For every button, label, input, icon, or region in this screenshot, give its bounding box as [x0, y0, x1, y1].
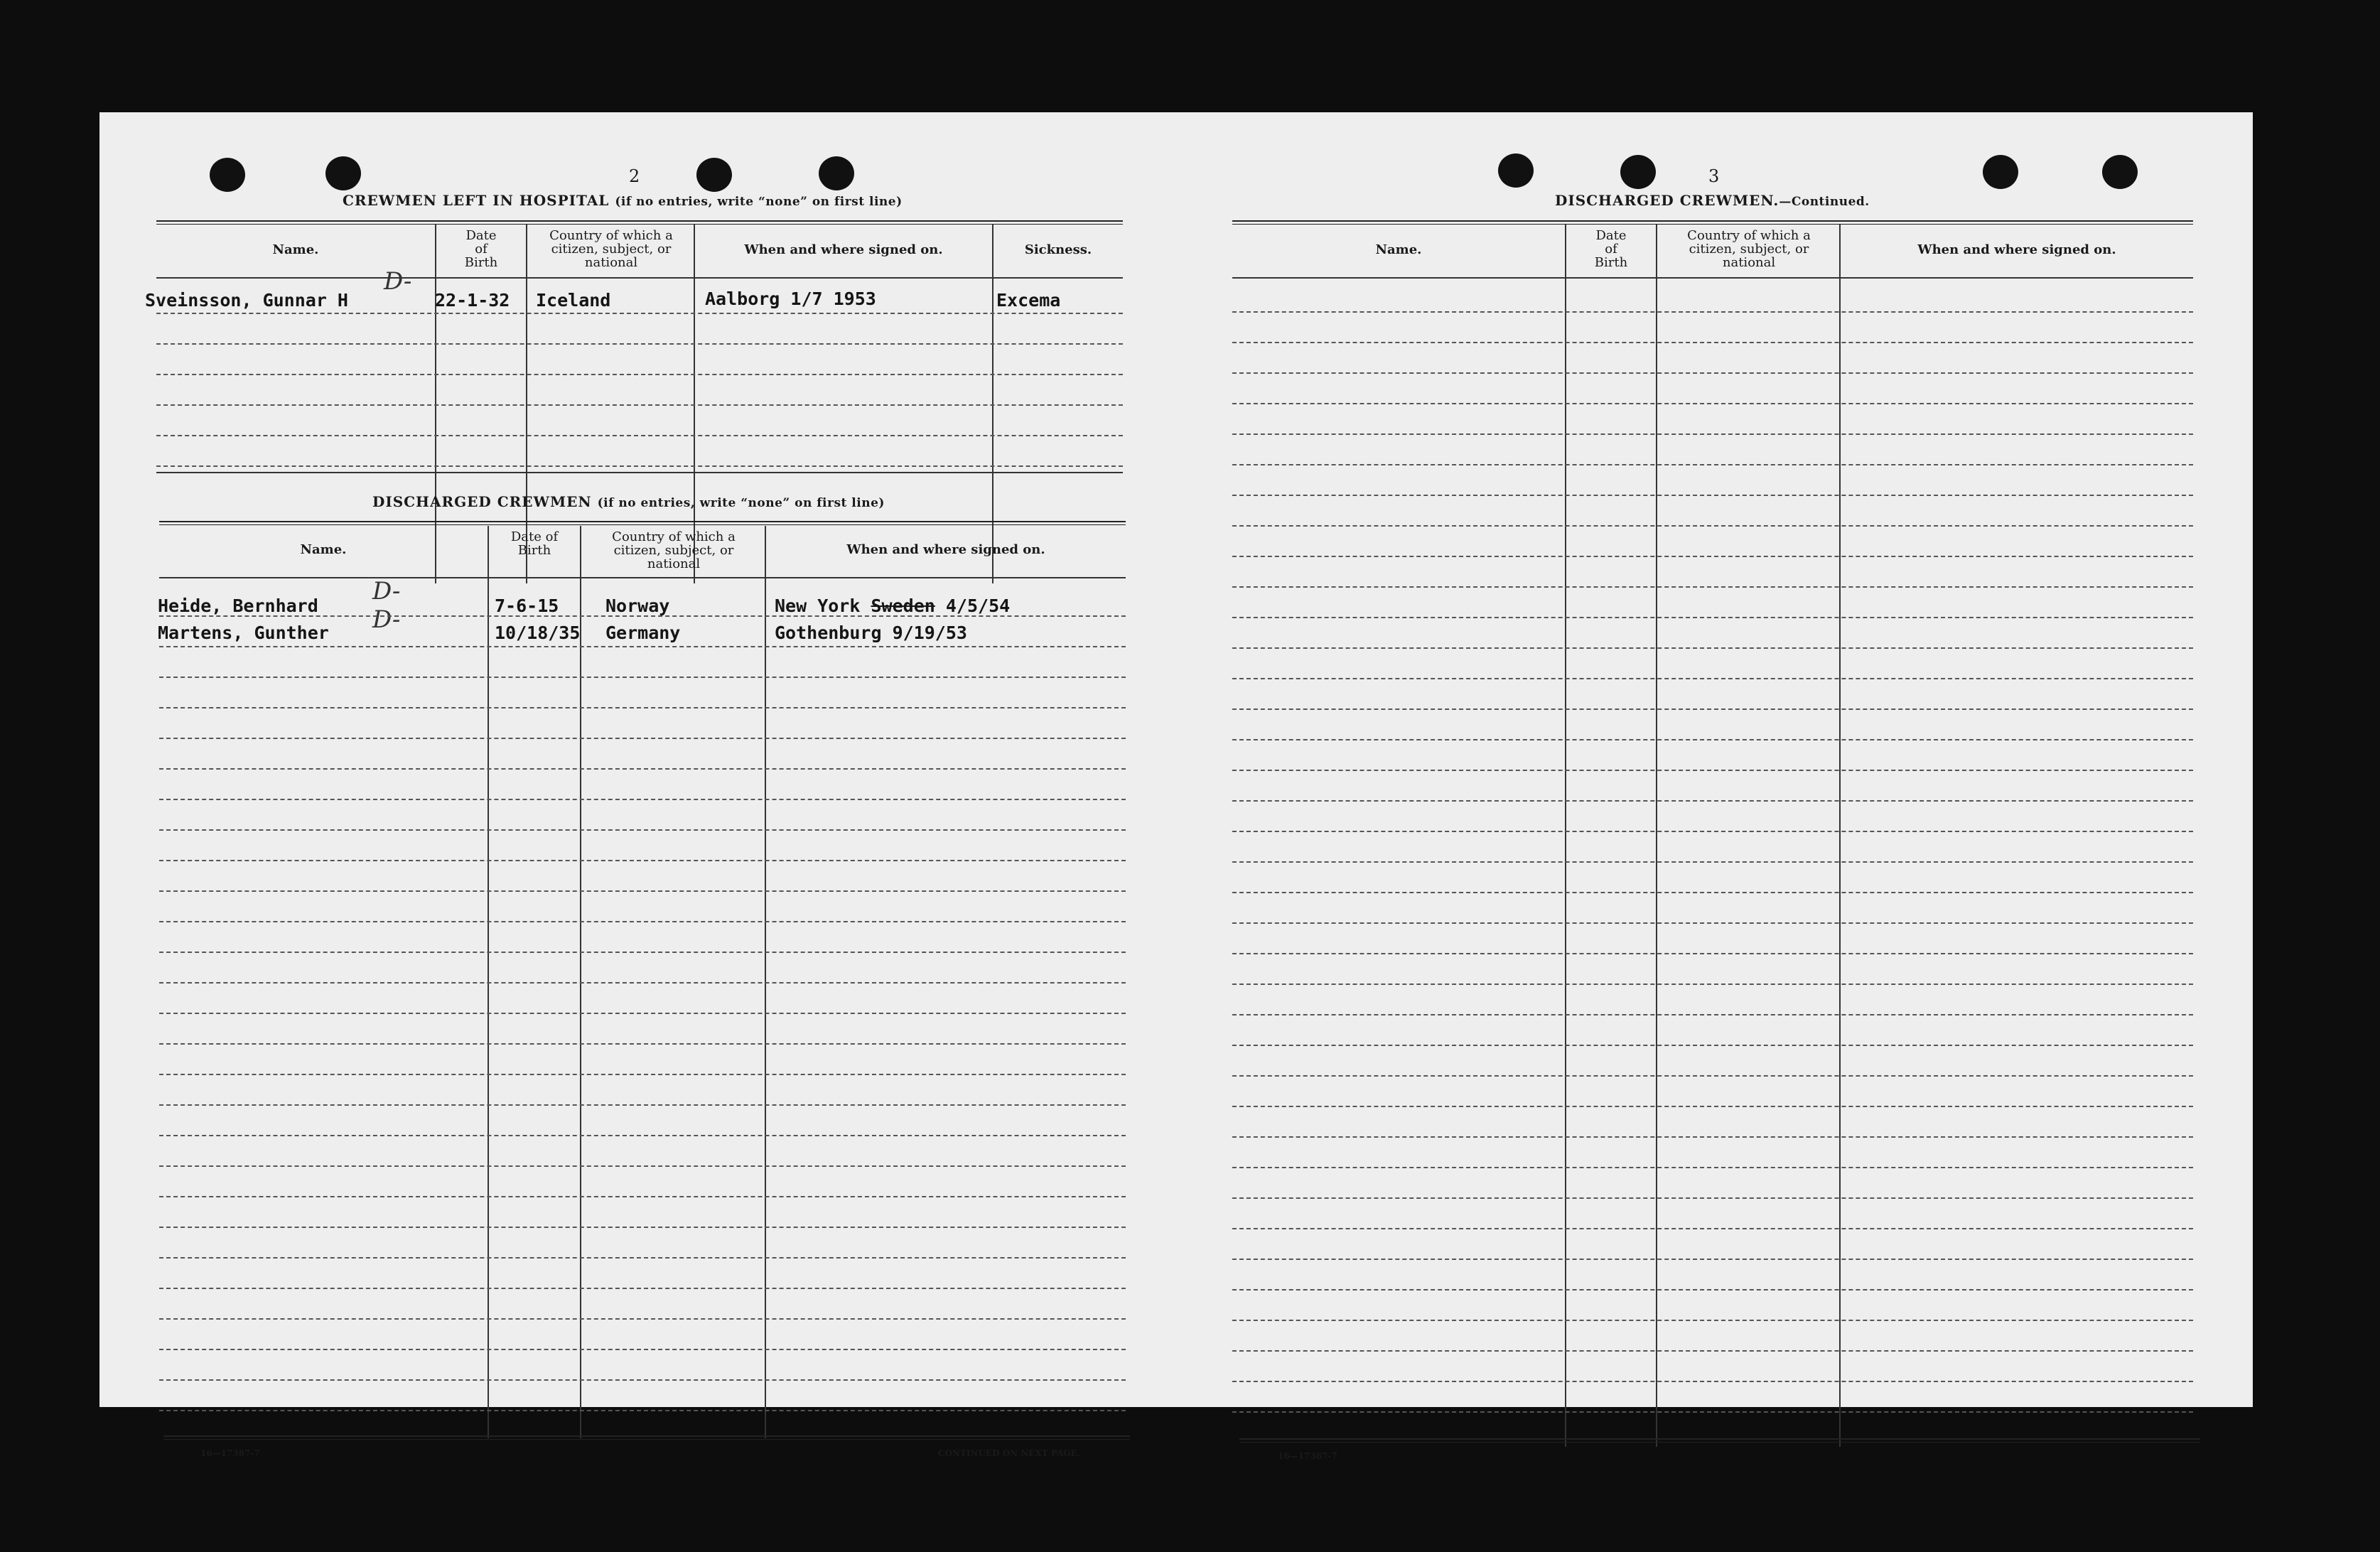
- row-line: [1232, 1014, 2193, 1015]
- entry-country: Norway: [605, 596, 670, 616]
- col-header-name: Name.: [272, 242, 319, 257]
- table-rule: [156, 220, 1123, 225]
- col-header-dob: Date of Birth: [510, 529, 559, 558]
- row-line: [159, 1257, 1126, 1259]
- hospital-title: [343, 192, 903, 209]
- row-line: [1232, 372, 2193, 374]
- row-line: [159, 1165, 1126, 1167]
- title-note: —Continued.: [1779, 195, 1870, 209]
- punch-hole: [2102, 155, 2138, 189]
- row-line: [159, 1349, 1126, 1350]
- left-page: [99, 112, 1180, 1458]
- row-line: [1232, 1289, 2193, 1290]
- col-header-name: Name.: [300, 542, 347, 557]
- row-line: [1232, 525, 2193, 527]
- row-line: [1232, 1167, 2193, 1168]
- row-line: [159, 768, 1126, 770]
- row-line: [156, 404, 1123, 406]
- row-line: [159, 646, 1126, 647]
- row-line: [159, 738, 1126, 739]
- handwritten-mark: D-: [372, 605, 401, 634]
- row-line: [159, 952, 1126, 953]
- col-header-dob: Date of Birth: [1594, 228, 1628, 270]
- col-header-country: Country of which a citizen, subject, or national: [549, 228, 673, 270]
- row-line: [156, 465, 1123, 467]
- header-rule: [159, 577, 1126, 578]
- row-line: [156, 313, 1123, 314]
- row-line: [159, 1135, 1126, 1136]
- row-line: [159, 860, 1126, 861]
- row-line: [159, 921, 1126, 922]
- discharged-title-main: DISCHARGED CREWMEN: [372, 493, 592, 510]
- entry-signed: [775, 623, 967, 643]
- signed-struck: Sweden: [871, 596, 935, 616]
- form-number: 16—17387-7: [1278, 1451, 1337, 1461]
- right-page: [1178, 112, 2253, 1461]
- row-line: [1232, 678, 2193, 679]
- row-line: [1232, 892, 2193, 893]
- row-line: [1232, 1136, 2193, 1138]
- entry-dob: 7-6-15: [495, 596, 559, 616]
- signed-place: New York: [775, 596, 861, 616]
- row-line: [1232, 1350, 2193, 1352]
- row-line: [1232, 342, 2193, 343]
- column-divider: [1839, 225, 1841, 1447]
- punch-hole: [1498, 153, 1534, 188]
- row-line: [1232, 739, 2193, 740]
- row-line: [1232, 800, 2193, 802]
- signed-place: Gothenburg: [775, 623, 882, 643]
- table-end-rule: [1239, 1438, 2200, 1443]
- column-divider: [1656, 225, 1657, 1447]
- punch-hole: [325, 156, 361, 190]
- row-line: [1232, 1320, 2193, 1321]
- row-line: [1232, 1075, 2193, 1077]
- punch-hole: [1983, 155, 2018, 189]
- row-line: [1232, 861, 2193, 863]
- row-line: [1232, 831, 2193, 832]
- row-line: [159, 1013, 1126, 1014]
- section-end-rule: [156, 472, 1123, 473]
- continued-note: CONTINUED ON NEXT PAGE.: [938, 1448, 1080, 1458]
- row-line: [1232, 647, 2193, 649]
- row-line: [159, 1410, 1126, 1411]
- discharged-title: [372, 493, 885, 510]
- row-line: [1232, 1045, 2193, 1046]
- row-line: [1232, 1411, 2193, 1413]
- handwritten-mark: D-: [372, 577, 401, 605]
- entry-sickness: Excema: [996, 290, 1061, 311]
- row-line: [1232, 1106, 2193, 1107]
- column-divider: [1565, 225, 1566, 1447]
- row-line: [1232, 708, 2193, 710]
- table-end-rule: [163, 1435, 1130, 1440]
- punch-hole: [1620, 155, 1656, 189]
- entry-country: Germany: [605, 623, 681, 643]
- hospital-title-main: CREWMEN LEFT IN HOSPITAL: [343, 192, 610, 209]
- col-header-country: Country of which a citizen, subject, or national: [612, 529, 736, 571]
- form-number: 16—17387-7: [200, 1448, 260, 1458]
- hospital-title-note: (if no entries, write “none” on first line): [615, 195, 903, 209]
- entry-signed: Aalborg 1/7 1953: [705, 289, 876, 309]
- row-line: [1232, 770, 2193, 771]
- row-line: [1232, 556, 2193, 557]
- signed-date: 9/19/53: [892, 623, 967, 643]
- row-line: [1232, 617, 2193, 618]
- row-line: [1232, 984, 2193, 985]
- row-line: [1232, 586, 2193, 588]
- col-header-name: Name.: [1375, 242, 1422, 257]
- row-line: [156, 374, 1123, 375]
- header-rule: [1232, 277, 2193, 279]
- row-line: [159, 829, 1126, 831]
- discharged-title-note: (if no entries, write “none” on first line): [597, 496, 885, 510]
- table-rule: [1232, 220, 2193, 225]
- row-line: [159, 1318, 1126, 1320]
- col-header-dob: Date of Birth: [464, 228, 498, 270]
- entry-signed: [775, 596, 1010, 616]
- row-line: [159, 890, 1126, 892]
- punch-hole: [696, 158, 732, 192]
- punch-hole: [210, 158, 245, 192]
- col-header-country: Country of which a citizen, subject, or national: [1687, 228, 1811, 270]
- row-line: [159, 1288, 1126, 1289]
- page-number: 2: [629, 166, 640, 186]
- col-header-signed: When and where signed on.: [846, 542, 1045, 557]
- row-line: [156, 435, 1123, 436]
- row-line: [159, 1043, 1126, 1045]
- entry-dob: 22-1-32: [435, 290, 510, 311]
- row-line: [1232, 464, 2193, 465]
- row-line: [159, 677, 1126, 678]
- col-header-signed: When and where signed on.: [744, 242, 943, 257]
- row-line: [159, 1227, 1126, 1228]
- row-line: [1232, 495, 2193, 496]
- signed-date: 4/5/54: [945, 596, 1011, 616]
- page-number: 3: [1708, 166, 1720, 186]
- row-line: [159, 1196, 1126, 1197]
- row-line: [159, 1104, 1126, 1106]
- row-line: [1232, 1381, 2193, 1382]
- row-line: [1232, 433, 2193, 435]
- punch-hole: [819, 156, 854, 190]
- table-rule: [159, 521, 1126, 525]
- row-line: [1232, 311, 2193, 313]
- row-line: [1232, 1259, 2193, 1260]
- handwritten-mark: D-: [384, 267, 412, 296]
- title-main: DISCHARGED CREWMEN.: [1555, 192, 1779, 209]
- discharged-continued-title: [1555, 192, 1870, 209]
- col-header-sickness: Sickness.: [1024, 242, 1092, 257]
- row-line: [1232, 922, 2193, 924]
- row-line: [1232, 403, 2193, 404]
- entry-name: Martens, Gunther: [158, 623, 329, 643]
- row-line: [159, 615, 1126, 617]
- header-rule: [156, 277, 1123, 279]
- row-line: [159, 1379, 1126, 1381]
- col-header-signed: When and where signed on.: [1917, 242, 2116, 257]
- row-line: [1232, 1197, 2193, 1199]
- row-line: [1232, 953, 2193, 954]
- entry-country: Iceland: [536, 290, 611, 311]
- row-line: [159, 982, 1126, 984]
- entry-dob: 10/18/35: [495, 623, 581, 643]
- entry-name: Heide, Bernhard: [158, 596, 318, 616]
- row-line: [1232, 1228, 2193, 1229]
- row-line: [159, 707, 1126, 708]
- row-line: [159, 799, 1126, 800]
- entry-name: Sveinsson, Gunnar H: [145, 290, 348, 311]
- row-line: [159, 1074, 1126, 1075]
- row-line: [156, 343, 1123, 345]
